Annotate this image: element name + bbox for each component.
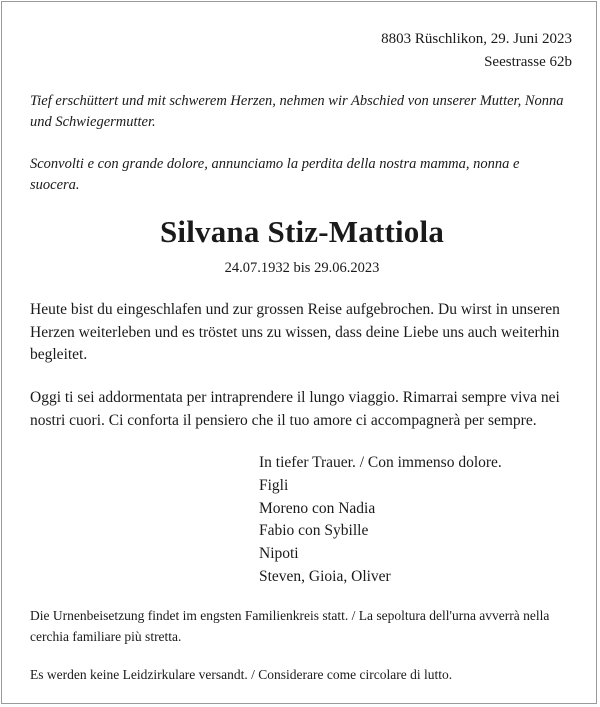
life-dates: 24.07.1932 bis 29.06.2023 bbox=[224, 260, 380, 276]
intro-italian: Sconvolti e con grande dolore, annunciamo la perdita della nostra mamma, nonna e suocera. bbox=[30, 156, 520, 193]
cards-note: Es werden keine Leidzirkulare versandt. / Considerare come circolare di lutto. bbox=[30, 667, 453, 682]
mourner-line: Moreno con Nadia bbox=[259, 499, 376, 517]
mourner-line: Nipoti bbox=[259, 545, 299, 563]
mourner-line: Fabio con Sybille bbox=[259, 522, 369, 540]
place-date: 8803 Rüschlikon, 29. Juni 2023 bbox=[381, 31, 572, 47]
deceased-name: Silvana Stiz-Mattiola bbox=[159, 214, 445, 249]
mourners-heading: In tiefer Trauer. / Con immenso dolore. bbox=[259, 454, 502, 471]
burial-note: Die Urnenbeisetzung findet im engsten Familienkreis statt. / La sepoltura dell'urna avverrà nella cerchia familiare più stretta. bbox=[30, 608, 550, 644]
mourners-list bbox=[259, 452, 502, 589]
mourner-line: Figli bbox=[259, 476, 289, 494]
street-address: Seestrasse 62b bbox=[484, 54, 572, 70]
text-german: Heute bist du eingeschlafen und zur grossen Reise aufgebrochen. Du wirst in unseren Herzen weiterleben und es tröstet uns zu wissen, dass deine Liebe uns auch weiterhin begleitet. bbox=[30, 301, 560, 363]
text-italian: Oggi ti sei addormentata per intraprendere il lungo viaggio. Rimarrai sempre viva nei nostri cuori. Ci conforta il pensiero che il tuo amore ci accompagnerà per sempre. bbox=[30, 389, 560, 429]
notice-frame bbox=[1, 1, 597, 704]
intro-german: Tief erschüttert und mit schwerem Herzen, nehmen wir Abschied von unserer Mutter, Nonna und Schwiegermutter. bbox=[30, 93, 564, 130]
header-address bbox=[381, 28, 572, 74]
mourner-line: Steven, Gioia, Oliver bbox=[259, 567, 391, 585]
